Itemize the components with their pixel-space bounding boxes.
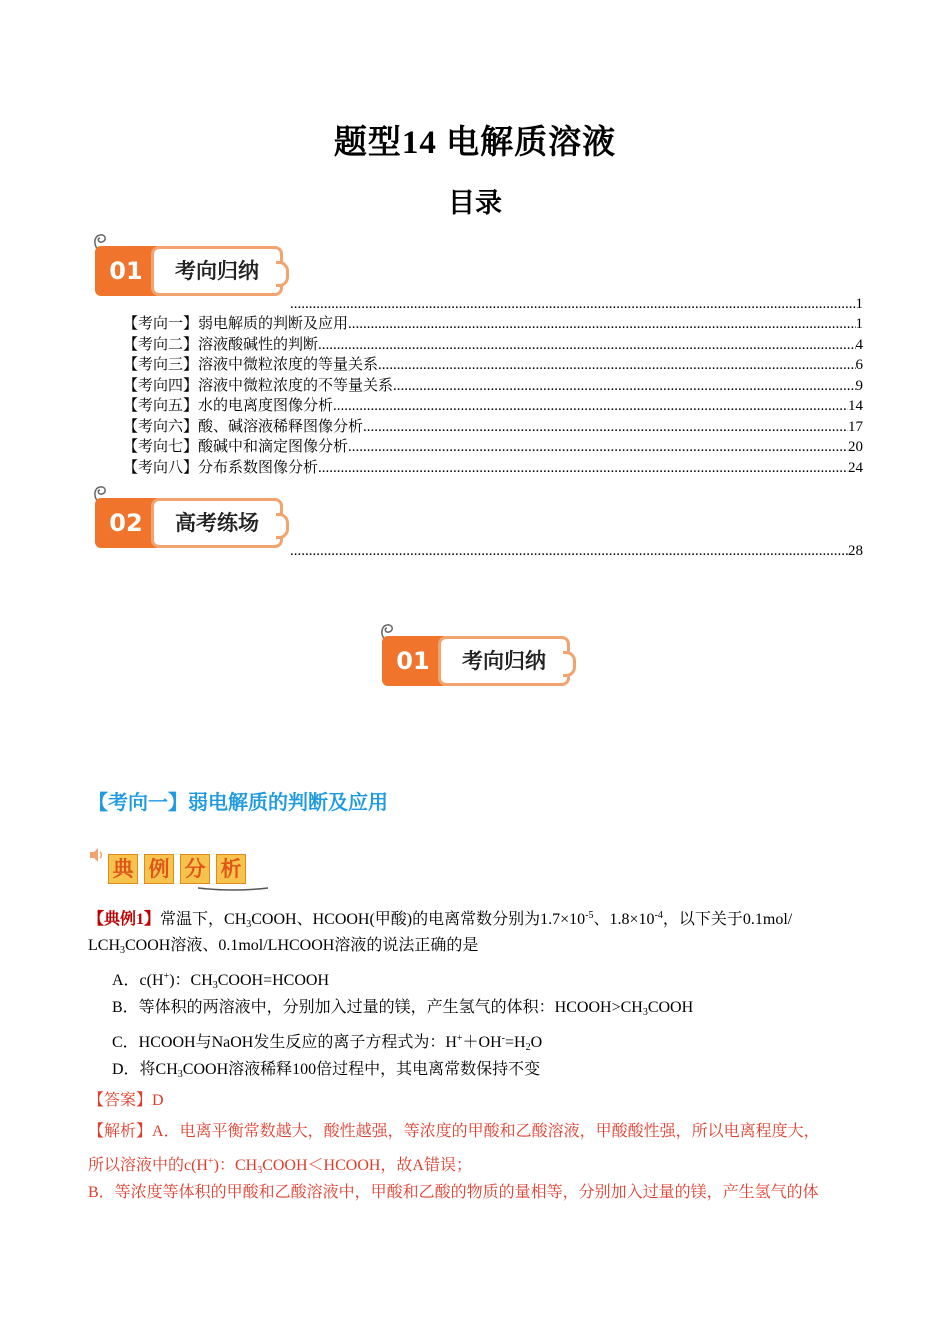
toc-row[interactable]: [123, 458, 863, 478]
toc-row[interactable]: [123, 335, 863, 355]
question-line-1: 【典例1】常温下，$CH_3COOH$、HCOOH(甲酸)的电离常数分别为$1.7\times 10^{-5}$、$1.8\times 10^{-4}$，以下关于0.1mol/: [88, 910, 793, 930]
toc-leader: [378, 355, 855, 375]
analysis-line-1: 【解析】A．电离平衡常数越大，酸性越强，等浓度的甲酸和乙酸溶液，甲酸酸性强，所以电离程度大，: [88, 1123, 820, 1140]
banner-char: 典: [108, 854, 138, 884]
banner-char: 分: [180, 854, 210, 884]
toc-leader: [393, 376, 855, 396]
badge-label: 高考练场: [151, 498, 283, 548]
badge-label: 考向归纳: [438, 636, 570, 686]
section-badge-2: [95, 484, 285, 548]
toc-entry: 【考向一】弱电解质的判断及应用: [123, 316, 349, 332]
toc-row[interactable]: [123, 376, 863, 396]
toc-leader: [290, 294, 856, 314]
toc-page: 28: [848, 543, 863, 559]
toc-entry: 【考向六】酸、碱溶液稀释图像分析: [123, 419, 364, 435]
example-analysis-banner: [88, 846, 268, 892]
toc-row[interactable]: [123, 396, 863, 416]
analysis-line-2: 所以溶液中的c(H+)：$CH_3COOH<HCOOH$，故A错误；: [88, 1156, 472, 1176]
banner-char: 析: [216, 854, 246, 884]
answer-value: D: [152, 1092, 164, 1109]
option-a[interactable]: A．c(H+)：$CH_3COOH=HCOOH$: [112, 971, 329, 991]
toc-entry: 【考向七】酸碱中和滴定图像分析: [123, 439, 349, 455]
option-d[interactable]: D．将$CH_3COOH$溶液稀释100倍过程中，其电离常数保持不变: [112, 1061, 541, 1080]
toc-row[interactable]: [123, 437, 863, 457]
page-title: 题型14 电解质溶液: [333, 125, 617, 161]
toc-page: 9: [855, 378, 863, 394]
underline-swoosh: [198, 884, 268, 892]
answer-tag: 【答案】: [88, 1092, 153, 1109]
toc-entry: 【考向四】溶液中微粒浓度的不等量关系: [123, 378, 394, 394]
toc-row[interactable]: [123, 314, 863, 334]
toc-row[interactable]: [290, 541, 863, 561]
badge-number: 01: [95, 246, 157, 296]
toc-page: 14: [848, 398, 863, 414]
toc-page: 20: [848, 439, 863, 455]
toc-entry: 【考向三】溶液中微粒浓度的等量关系: [123, 357, 379, 373]
toc-entry: 【考向二】溶液酸碱性的判断: [123, 337, 319, 353]
toc-page: 1: [855, 296, 863, 312]
toc-page: 1: [855, 316, 863, 332]
analysis-line-3: B．等浓度等体积的甲酸和乙酸溶液中，甲酸和乙酸的物质的量相等，分别加入过量的镁，产生氢气的体: [88, 1184, 819, 1201]
toc-row[interactable]: [290, 294, 863, 314]
toc-leader: [290, 541, 848, 561]
analysis-tag: 【解析】: [88, 1123, 153, 1140]
section-badge-3: [382, 622, 572, 686]
toc-leader: [348, 314, 855, 334]
toc-page: 4: [855, 337, 863, 353]
answer-line: [88, 1086, 863, 1116]
toc-row[interactable]: [123, 417, 863, 437]
speaker-icon: [88, 846, 106, 864]
toc-leader: [333, 396, 848, 416]
toc-leader: [318, 458, 848, 478]
toc-leader: [318, 335, 855, 355]
badge-number: 02: [95, 498, 157, 548]
section-badge-1: [95, 232, 285, 296]
toc-page: 24: [848, 460, 863, 476]
section-heading: 【考向一】弱电解质的判断及应用: [88, 790, 388, 814]
question-line-2: $LCH_3COOH$溶液、0.1mol/LHCOOH溶液的说法正确的是: [88, 937, 479, 956]
example-tag: 【典例1】: [88, 911, 161, 928]
toc-page: 17: [848, 419, 863, 435]
banner-char: 例: [144, 854, 174, 884]
badge-label: 考向归纳: [151, 246, 283, 296]
toc-leader: [348, 437, 848, 457]
badge-number: 01: [382, 636, 444, 686]
option-b[interactable]: B．等体积的两溶液中，分别加入过量的镁，产生氢气的体积：$HCOOH>CH_3COOH$: [112, 999, 694, 1018]
toc-entry: 【考向五】水的电离度图像分析: [123, 398, 334, 414]
toc-entry: 【考向八】分布系数图像分析: [123, 460, 319, 476]
toc-heading: 目录: [448, 188, 502, 218]
option-c[interactable]: C．HCOOH与NaOH发生反应的离子方程式为：$H^++OH^-=H_2O$: [112, 1033, 543, 1053]
toc-row[interactable]: [123, 355, 863, 375]
toc-page: 6: [855, 357, 863, 373]
toc-leader: [363, 417, 848, 437]
